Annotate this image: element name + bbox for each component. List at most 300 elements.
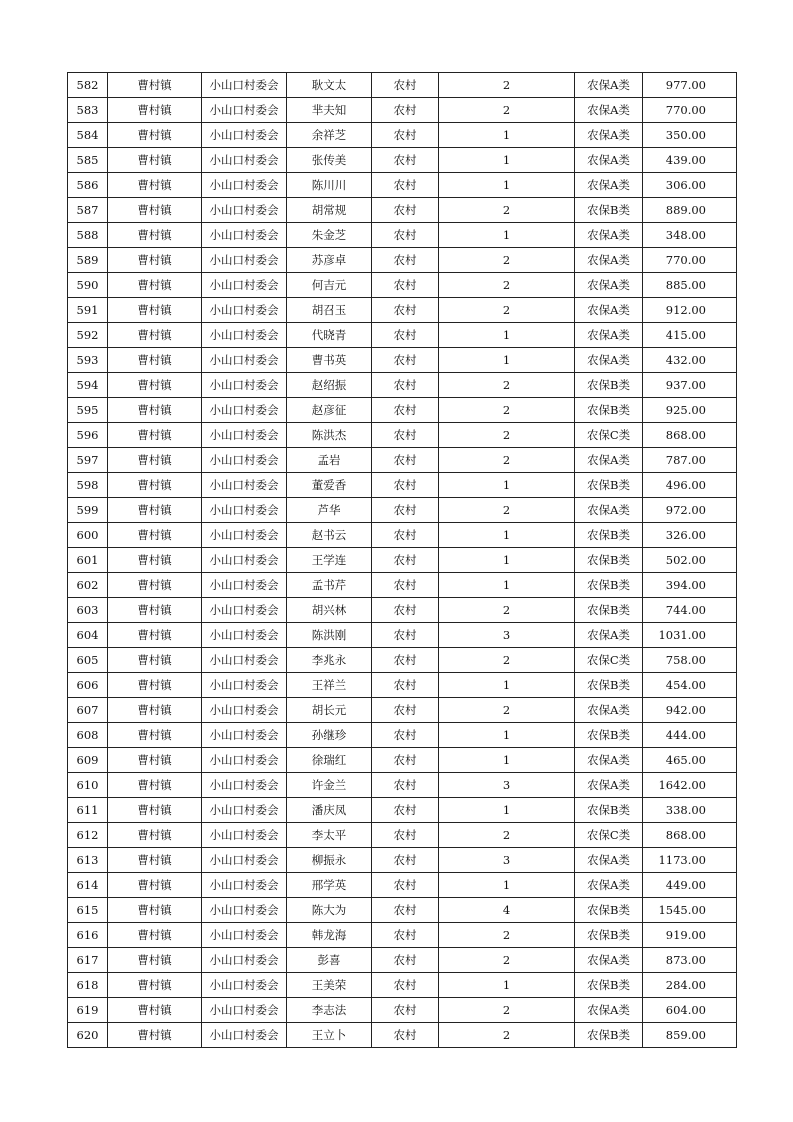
name-cell: 陈川川	[287, 173, 372, 198]
insurance-category-cell: 农保B类	[575, 723, 643, 748]
table-row	[68, 98, 737, 123]
table-row	[68, 698, 737, 723]
household-count-cell: 1	[439, 348, 575, 373]
insurance-category-cell: 农保A类	[575, 748, 643, 773]
village-committee-cell: 小山口村委会	[202, 373, 287, 398]
area-type-cell: 农村	[372, 198, 439, 223]
name-cell: 王美荣	[287, 973, 372, 998]
name-cell: 耿文太	[287, 73, 372, 98]
amount-cell: 1173.00	[643, 848, 737, 873]
table-row	[68, 873, 737, 898]
amount-cell: 873.00	[643, 948, 737, 973]
household-count-cell: 3	[439, 773, 575, 798]
row-number: 600	[68, 523, 108, 548]
area-type-cell: 农村	[372, 623, 439, 648]
name-cell: 余祥芝	[287, 123, 372, 148]
household-count-cell: 1	[439, 173, 575, 198]
amount-cell: 919.00	[643, 923, 737, 948]
household-count-cell: 2	[439, 273, 575, 298]
insurance-category-cell: 农保A类	[575, 173, 643, 198]
insurance-category-cell: 农保A类	[575, 998, 643, 1023]
row-number: 610	[68, 773, 108, 798]
village-committee-cell: 小山口村委会	[202, 973, 287, 998]
table-row	[68, 273, 737, 298]
town-cell: 曹村镇	[108, 523, 202, 548]
amount-cell: 439.00	[643, 148, 737, 173]
insurance-category-cell: 农保B类	[575, 573, 643, 598]
household-count-cell: 2	[439, 1023, 575, 1048]
village-committee-cell: 小山口村委会	[202, 723, 287, 748]
area-type-cell: 农村	[372, 948, 439, 973]
table-row	[68, 823, 737, 848]
area-type-cell: 农村	[372, 248, 439, 273]
row-number: 618	[68, 973, 108, 998]
name-cell: 胡召玉	[287, 298, 372, 323]
row-number: 615	[68, 898, 108, 923]
name-cell: 赵彦征	[287, 398, 372, 423]
name-cell: 邢学英	[287, 873, 372, 898]
village-committee-cell: 小山口村委会	[202, 823, 287, 848]
town-cell: 曹村镇	[108, 673, 202, 698]
table-row	[68, 423, 737, 448]
area-type-cell: 农村	[372, 473, 439, 498]
village-committee-cell: 小山口村委会	[202, 498, 287, 523]
name-cell: 赵书云	[287, 523, 372, 548]
town-cell: 曹村镇	[108, 198, 202, 223]
name-cell: 张传美	[287, 148, 372, 173]
village-committee-cell: 小山口村委会	[202, 898, 287, 923]
insurance-category-cell: 农保A类	[575, 148, 643, 173]
village-committee-cell: 小山口村委会	[202, 673, 287, 698]
area-type-cell: 农村	[372, 373, 439, 398]
town-cell: 曹村镇	[108, 373, 202, 398]
amount-cell: 496.00	[643, 473, 737, 498]
row-number: 602	[68, 573, 108, 598]
amount-cell: 284.00	[643, 973, 737, 998]
household-count-cell: 1	[439, 523, 575, 548]
document-page	[67, 72, 737, 1048]
village-committee-cell: 小山口村委会	[202, 798, 287, 823]
village-committee-cell: 小山口村委会	[202, 573, 287, 598]
amount-cell: 350.00	[643, 123, 737, 148]
area-type-cell: 农村	[372, 698, 439, 723]
insurance-category-cell: 农保A类	[575, 773, 643, 798]
name-cell: 何吉元	[287, 273, 372, 298]
household-count-cell: 1	[439, 223, 575, 248]
amount-cell: 977.00	[643, 73, 737, 98]
insurance-category-cell: 农保B类	[575, 198, 643, 223]
row-number: 614	[68, 873, 108, 898]
insurance-category-cell: 农保B类	[575, 973, 643, 998]
household-count-cell: 1	[439, 673, 575, 698]
village-committee-cell: 小山口村委会	[202, 98, 287, 123]
amount-cell: 942.00	[643, 698, 737, 723]
amount-cell: 787.00	[643, 448, 737, 473]
area-type-cell: 农村	[372, 848, 439, 873]
amount-cell: 770.00	[643, 248, 737, 273]
area-type-cell: 农村	[372, 173, 439, 198]
name-cell: 胡兴林	[287, 598, 372, 623]
table-row	[68, 723, 737, 748]
amount-cell: 415.00	[643, 323, 737, 348]
area-type-cell: 农村	[372, 798, 439, 823]
row-number: 601	[68, 548, 108, 573]
amount-cell: 444.00	[643, 723, 737, 748]
household-count-cell: 2	[439, 198, 575, 223]
town-cell: 曹村镇	[108, 473, 202, 498]
name-cell: 孙继珍	[287, 723, 372, 748]
insurance-category-cell: 农保B类	[575, 1023, 643, 1048]
row-number: 582	[68, 73, 108, 98]
household-count-cell: 2	[439, 948, 575, 973]
household-count-cell: 2	[439, 448, 575, 473]
village-committee-cell: 小山口村委会	[202, 248, 287, 273]
name-cell: 彭喜	[287, 948, 372, 973]
table-row	[68, 123, 737, 148]
village-committee-cell: 小山口村委会	[202, 523, 287, 548]
village-committee-cell: 小山口村委会	[202, 773, 287, 798]
household-count-cell: 1	[439, 548, 575, 573]
name-cell: 王立卜	[287, 1023, 372, 1048]
table-row	[68, 73, 737, 98]
table-row	[68, 148, 737, 173]
area-type-cell: 农村	[372, 773, 439, 798]
village-committee-cell: 小山口村委会	[202, 598, 287, 623]
row-number: 608	[68, 723, 108, 748]
village-committee-cell: 小山口村委会	[202, 623, 287, 648]
table-row	[68, 498, 737, 523]
town-cell: 曹村镇	[108, 723, 202, 748]
household-count-cell: 4	[439, 898, 575, 923]
row-number: 617	[68, 948, 108, 973]
village-committee-cell: 小山口村委会	[202, 198, 287, 223]
row-number: 606	[68, 673, 108, 698]
table-row	[68, 948, 737, 973]
row-number: 603	[68, 598, 108, 623]
village-committee-cell: 小山口村委会	[202, 923, 287, 948]
insurance-category-cell: 农保A类	[575, 323, 643, 348]
name-cell: 苏彦卓	[287, 248, 372, 273]
household-count-cell: 2	[439, 248, 575, 273]
amount-cell: 604.00	[643, 998, 737, 1023]
area-type-cell: 农村	[372, 98, 439, 123]
area-type-cell: 农村	[372, 923, 439, 948]
table-row	[68, 373, 737, 398]
insurance-category-cell: 农保B类	[575, 398, 643, 423]
town-cell: 曹村镇	[108, 573, 202, 598]
household-count-cell: 2	[439, 298, 575, 323]
area-type-cell: 农村	[372, 648, 439, 673]
insurance-category-cell: 农保A类	[575, 123, 643, 148]
town-cell: 曹村镇	[108, 973, 202, 998]
row-number: 588	[68, 223, 108, 248]
area-type-cell: 农村	[372, 423, 439, 448]
area-type-cell: 农村	[372, 323, 439, 348]
table-row	[68, 573, 737, 598]
table-row	[68, 473, 737, 498]
village-committee-cell: 小山口村委会	[202, 873, 287, 898]
village-committee-cell: 小山口村委会	[202, 748, 287, 773]
area-type-cell: 农村	[372, 1023, 439, 1048]
table-row	[68, 398, 737, 423]
insurance-category-cell: 农保B类	[575, 373, 643, 398]
row-number: 589	[68, 248, 108, 273]
area-type-cell: 农村	[372, 823, 439, 848]
name-cell: 孟书芹	[287, 573, 372, 598]
town-cell: 曹村镇	[108, 648, 202, 673]
household-count-cell: 2	[439, 823, 575, 848]
table-row	[68, 923, 737, 948]
name-cell: 柳振永	[287, 848, 372, 873]
insurance-category-cell: 农保A类	[575, 273, 643, 298]
row-number: 609	[68, 748, 108, 773]
row-number: 605	[68, 648, 108, 673]
table-row	[68, 598, 737, 623]
town-cell: 曹村镇	[108, 323, 202, 348]
insurance-category-cell: 农保A类	[575, 948, 643, 973]
area-type-cell: 农村	[372, 498, 439, 523]
amount-cell: 502.00	[643, 548, 737, 573]
household-count-cell: 2	[439, 373, 575, 398]
area-type-cell: 农村	[372, 673, 439, 698]
area-type-cell: 农村	[372, 873, 439, 898]
table-row	[68, 348, 737, 373]
table-row	[68, 198, 737, 223]
name-cell: 徐瑞红	[287, 748, 372, 773]
row-number: 616	[68, 923, 108, 948]
row-number: 598	[68, 473, 108, 498]
row-number: 607	[68, 698, 108, 723]
town-cell: 曹村镇	[108, 73, 202, 98]
household-count-cell: 2	[439, 998, 575, 1023]
household-count-cell: 2	[439, 498, 575, 523]
amount-cell: 885.00	[643, 273, 737, 298]
row-number: 604	[68, 623, 108, 648]
name-cell: 许金兰	[287, 773, 372, 798]
name-cell: 朱金芝	[287, 223, 372, 248]
household-count-cell: 2	[439, 598, 575, 623]
insurance-category-cell: 农保A类	[575, 98, 643, 123]
table-row	[68, 323, 737, 348]
village-committee-cell: 小山口村委会	[202, 473, 287, 498]
amount-cell: 449.00	[643, 873, 737, 898]
name-cell: 韩龙海	[287, 923, 372, 948]
amount-cell: 868.00	[643, 823, 737, 848]
table-row	[68, 673, 737, 698]
amount-cell: 348.00	[643, 223, 737, 248]
name-cell: 董爱香	[287, 473, 372, 498]
insurance-category-cell: 农保A类	[575, 848, 643, 873]
household-count-cell: 2	[439, 73, 575, 98]
village-committee-cell: 小山口村委会	[202, 848, 287, 873]
amount-cell: 1031.00	[643, 623, 737, 648]
household-count-cell: 1	[439, 873, 575, 898]
household-count-cell: 2	[439, 423, 575, 448]
row-number: 613	[68, 848, 108, 873]
insurance-category-cell: 农保B类	[575, 798, 643, 823]
town-cell: 曹村镇	[108, 98, 202, 123]
row-number: 591	[68, 298, 108, 323]
town-cell: 曹村镇	[108, 598, 202, 623]
town-cell: 曹村镇	[108, 348, 202, 373]
insurance-category-cell: 农保B类	[575, 598, 643, 623]
amount-cell: 454.00	[643, 673, 737, 698]
village-committee-cell: 小山口村委会	[202, 223, 287, 248]
name-cell: 赵绍振	[287, 373, 372, 398]
town-cell: 曹村镇	[108, 298, 202, 323]
insurance-category-cell: 农保C类	[575, 823, 643, 848]
town-cell: 曹村镇	[108, 423, 202, 448]
town-cell: 曹村镇	[108, 548, 202, 573]
name-cell: 陈洪刚	[287, 623, 372, 648]
table-row	[68, 898, 737, 923]
area-type-cell: 农村	[372, 223, 439, 248]
insurance-category-cell: 农保A类	[575, 73, 643, 98]
town-cell: 曹村镇	[108, 798, 202, 823]
village-committee-cell: 小山口村委会	[202, 273, 287, 298]
household-count-cell: 2	[439, 98, 575, 123]
insurance-category-cell: 农保A类	[575, 623, 643, 648]
town-cell: 曹村镇	[108, 623, 202, 648]
amount-cell: 972.00	[643, 498, 737, 523]
town-cell: 曹村镇	[108, 773, 202, 798]
town-cell: 曹村镇	[108, 698, 202, 723]
name-cell: 芦华	[287, 498, 372, 523]
area-type-cell: 农村	[372, 348, 439, 373]
insurance-category-cell: 农保A类	[575, 698, 643, 723]
village-committee-cell: 小山口村委会	[202, 648, 287, 673]
insurance-category-cell: 农保C类	[575, 648, 643, 673]
insurance-category-cell: 农保B类	[575, 898, 643, 923]
household-count-cell: 2	[439, 923, 575, 948]
row-number: 612	[68, 823, 108, 848]
table-row	[68, 548, 737, 573]
name-cell: 王学连	[287, 548, 372, 573]
name-cell: 李志法	[287, 998, 372, 1023]
village-committee-cell: 小山口村委会	[202, 448, 287, 473]
row-number: 590	[68, 273, 108, 298]
amount-cell: 889.00	[643, 198, 737, 223]
row-number: 619	[68, 998, 108, 1023]
town-cell: 曹村镇	[108, 823, 202, 848]
village-committee-cell: 小山口村委会	[202, 423, 287, 448]
name-cell: 曹书英	[287, 348, 372, 373]
household-count-cell: 3	[439, 623, 575, 648]
name-cell: 代晓青	[287, 323, 372, 348]
village-committee-cell: 小山口村委会	[202, 73, 287, 98]
village-committee-cell: 小山口村委会	[202, 548, 287, 573]
village-committee-cell: 小山口村委会	[202, 398, 287, 423]
town-cell: 曹村镇	[108, 223, 202, 248]
row-number: 585	[68, 148, 108, 173]
row-number: 611	[68, 798, 108, 823]
area-type-cell: 农村	[372, 998, 439, 1023]
area-type-cell: 农村	[372, 573, 439, 598]
row-number: 593	[68, 348, 108, 373]
town-cell: 曹村镇	[108, 748, 202, 773]
household-count-cell: 1	[439, 973, 575, 998]
area-type-cell: 农村	[372, 548, 439, 573]
name-cell: 陈洪杰	[287, 423, 372, 448]
household-count-cell: 2	[439, 648, 575, 673]
town-cell: 曹村镇	[108, 923, 202, 948]
amount-cell: 925.00	[643, 398, 737, 423]
name-cell: 芈夫知	[287, 98, 372, 123]
amount-cell: 1545.00	[643, 898, 737, 923]
area-type-cell: 农村	[372, 148, 439, 173]
amount-cell: 937.00	[643, 373, 737, 398]
area-type-cell: 农村	[372, 598, 439, 623]
insurance-category-cell: 农保B类	[575, 673, 643, 698]
town-cell: 曹村镇	[108, 148, 202, 173]
household-count-cell: 2	[439, 698, 575, 723]
amount-cell: 432.00	[643, 348, 737, 373]
table-row	[68, 298, 737, 323]
row-number: 592	[68, 323, 108, 348]
insurance-category-cell: 农保B类	[575, 923, 643, 948]
town-cell: 曹村镇	[108, 873, 202, 898]
household-count-cell: 1	[439, 798, 575, 823]
table-row	[68, 523, 737, 548]
amount-cell: 744.00	[643, 598, 737, 623]
area-type-cell: 农村	[372, 398, 439, 423]
table-row	[68, 623, 737, 648]
records-table	[67, 72, 737, 1048]
village-committee-cell: 小山口村委会	[202, 148, 287, 173]
name-cell: 孟岩	[287, 448, 372, 473]
table-row	[68, 223, 737, 248]
household-count-cell: 1	[439, 123, 575, 148]
town-cell: 曹村镇	[108, 173, 202, 198]
insurance-category-cell: 农保B类	[575, 473, 643, 498]
village-committee-cell: 小山口村委会	[202, 698, 287, 723]
table-row	[68, 648, 737, 673]
amount-cell: 306.00	[643, 173, 737, 198]
row-number: 620	[68, 1023, 108, 1048]
row-number: 596	[68, 423, 108, 448]
town-cell: 曹村镇	[108, 998, 202, 1023]
town-cell: 曹村镇	[108, 848, 202, 873]
village-committee-cell: 小山口村委会	[202, 948, 287, 973]
town-cell: 曹村镇	[108, 398, 202, 423]
records-body	[68, 73, 737, 1048]
insurance-category-cell: 农保B类	[575, 548, 643, 573]
town-cell: 曹村镇	[108, 898, 202, 923]
village-committee-cell: 小山口村委会	[202, 348, 287, 373]
area-type-cell: 农村	[372, 273, 439, 298]
name-cell: 胡常规	[287, 198, 372, 223]
row-number: 599	[68, 498, 108, 523]
household-count-cell: 1	[439, 573, 575, 598]
village-committee-cell: 小山口村委会	[202, 998, 287, 1023]
household-count-cell: 1	[439, 723, 575, 748]
town-cell: 曹村镇	[108, 448, 202, 473]
town-cell: 曹村镇	[108, 248, 202, 273]
insurance-category-cell: 农保A类	[575, 298, 643, 323]
amount-cell: 338.00	[643, 798, 737, 823]
area-type-cell: 农村	[372, 723, 439, 748]
amount-cell: 326.00	[643, 523, 737, 548]
amount-cell: 758.00	[643, 648, 737, 673]
village-committee-cell: 小山口村委会	[202, 123, 287, 148]
household-count-cell: 1	[439, 748, 575, 773]
table-row	[68, 173, 737, 198]
name-cell: 王祥兰	[287, 673, 372, 698]
name-cell: 李太平	[287, 823, 372, 848]
amount-cell: 868.00	[643, 423, 737, 448]
town-cell: 曹村镇	[108, 948, 202, 973]
village-committee-cell: 小山口村委会	[202, 1023, 287, 1048]
